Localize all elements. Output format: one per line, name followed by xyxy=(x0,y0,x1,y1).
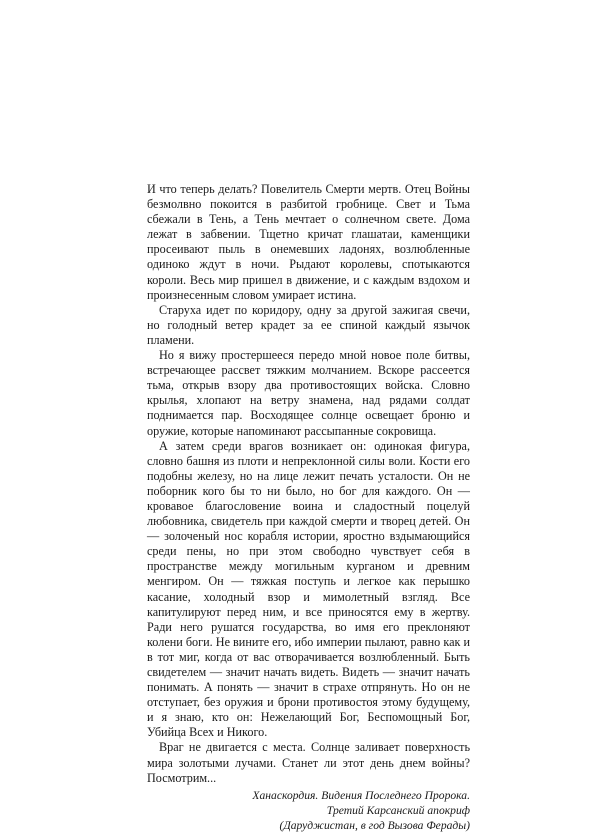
epigraph-text xyxy=(147,182,470,833)
paragraph-2: Старуха идет по коридору, одну за другой зажигая свечи, но голодный ветер крадет за ее спиной каждый язычок пламени. xyxy=(147,302,470,347)
paragraph-5: Враг не двигается с места. Солнце заливает поверхность мира золотыми лучами. Станет ли этот день днем войны? Посмотрим... xyxy=(147,740,470,785)
paragraph-1: И что теперь делать? Повелитель Смерти мертв. Отец Войны безмолвно покоится в разбитой гробнице. Свет и Тьма сбежали в Тень, а Тень мечтает о солнечном свете. Дома лежат в забвении. Тщетно кричат глашатаи, каменщики просеивают пыль в онемевших ладонях, возлюбленные одиноко ждут в ночи. Рыдают королевы, спотыкаются короли. Весь мир пришел в движение, и с каждым вздохом и произнесенным словом умирает истина. xyxy=(147,182,470,302)
attribution-source-subtitle: Третий Карсанский апокриф xyxy=(326,803,470,817)
attribution xyxy=(147,788,470,833)
paragraph-4: А затем среди врагов возникает он: одинокая фигура, словно башня из плоти и непреклонной силы воли. Кости его подобны железу, но на лице лежит печать усталости. Он не поборник кого бы то ни было, но бог для каждого. Он — кровавое благословение воина и сладостный поцелуй любовника, свидетель при каждой смерти и творец детей. Он — золоченый нос корабля истории, яростно вздымающийся среди пены, но при этом свободно чувствует себя в пространстве между могильным курганом и древним менгиром. Он — тяжкая поступь и легкое как перышко касание, холодный взор и мимолетный взгляд. Все капитулируют перед ним, и все приносятся ему в жертву. Ради него рушатся государства, во имя его преклоняют колени боги. Не вините его, ибо империи пылают, равно как и в тот миг, когда от вас отворачивается возлюбленный. Быть свидетелем — значит начать видеть. Видеть — значит начать понимать. А понять — значит в страхе отпрянуть. Но он не отступает, без оружия и брони противостоя этому будущему, и я знаю, кто он: Нежелающий Бог, Беспомощный Бог, Убийца Всех и Никого. xyxy=(147,438,470,740)
attribution-source-location: (Даруджистан, в год Вызова Ферады) xyxy=(279,819,470,833)
attribution-source-title: Ханаскордия. Видения Последнего Пророка. xyxy=(252,788,470,802)
paragraph-3: Но я вижу простершееся передо мной новое поле битвы, встречающее рассвет тяжким молчанием. Вскоре рассеется тьма, открыв взору два противостоящих войска. Словно крылья, хлопают на ветру знамена, над рядами солдат поднимается пар. Восходящее солнце освещает броню и оружие, которые напоминают рассыпанные сокровища. xyxy=(147,348,470,438)
